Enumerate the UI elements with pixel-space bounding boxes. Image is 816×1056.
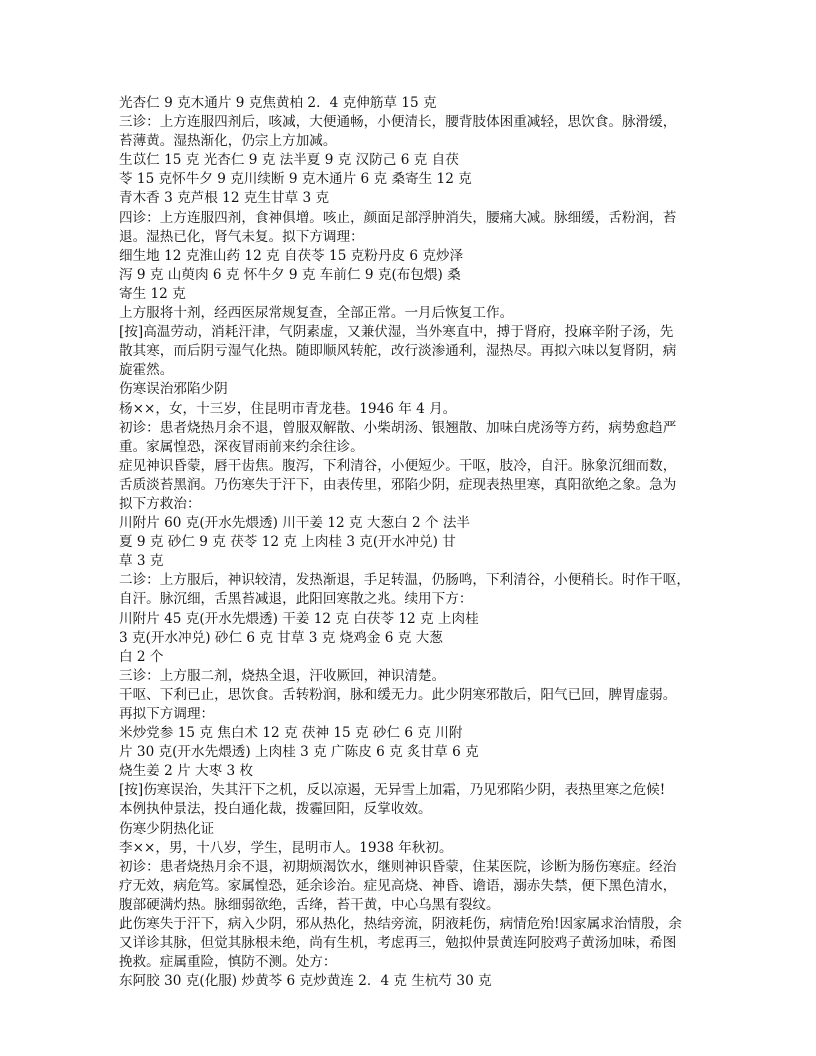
text-line: 症见神识昏蒙，唇干齿焦。腹泻，下利清谷，小便短少。干呕，肢冷，自汗。脉象沉细而数， [119, 457, 677, 474]
text-line: 细生地 12 克淮山药 12 克 自茯苓 15 克粉丹皮 6 克炒泽 [119, 247, 464, 264]
text-line: 拟下方救治： [119, 495, 201, 512]
text-line: 三诊：上方服二剂，烧热全退，汗收厥回，神识清楚。 [119, 667, 446, 684]
text-line: 夏 9 克 砂仁 9 克 茯苓 12 克 上肉桂 3 克(开水冲兑) 甘 [119, 534, 456, 551]
text-line: 泻 9 克 山萸肉 6 克 怀牛夕 9 克 车前仁 9 克(布包煨) 桑 [119, 266, 461, 283]
text-line: 白 2 个 [119, 648, 164, 665]
text-line: 生苡仁 15 克 光杏仁 9 克 法半夏 9 克 汉防己 6 克 自茯 [119, 152, 459, 169]
text-line: 挽救。症属重险，慎防不测。处方： [119, 954, 337, 971]
text-line: 李××，男，十八岁，学生，昆明市人。1938 年秋初。 [119, 839, 453, 856]
text-line: 初诊：患者烧热月余不退，初期烦渴饮水，继则神识昏蒙，住某医院，诊断为肠伤寒症。经治 [119, 858, 677, 875]
text-line: 米炒党参 15 克 焦白术 12 克 茯神 15 克 砂仁 6 克 川附 [119, 725, 463, 742]
text-line: [按]伤寒误治，失其汗下之机，反以凉遏，无异雪上加霜，乃见邪陷少阴，表热里寒之危候! [119, 782, 666, 799]
text-line: 自汗。脉沉细，舌黑苔减退，此阳回寒散之兆。续用下方： [119, 591, 473, 608]
text-line: 苔薄黄。湿热渐化，仍宗上方加减。 [119, 133, 337, 150]
text-line: 川附片 45 克(开水先煨透) 干姜 12 克 白茯苓 12 克 上肉桂 [119, 610, 479, 627]
text-line: 舌质淡苔黑润。乃伤寒失于汗下，由表传里，邪陷少阴，症现表热里寒，真阳欲绝之象。急为 [119, 476, 677, 493]
text-line: 二诊：上方服后，神识较清，发热渐退，手足转温，仍肠鸣，下利清谷，小便稍长。时作干呕， [119, 572, 690, 589]
text-line: [按]高温劳动，消耗汗津，气阴素虚，又兼伏湿，当外寒直中，搏于肾府，投麻辛附子汤，先 [119, 324, 674, 341]
text-line: 四诊：上方连服四剂，食神俱增。咳止，颜面足部浮肿消失，腰痛大减。脉细缓，舌粉润，苔 [119, 209, 677, 226]
text-line: 青木香 3 克芦根 12 克生甘草 3 克 [119, 190, 330, 207]
text-line: 苓 15 克怀牛夕 9 克川续断 9 克木通片 6 克 桑寄生 12 克 [119, 171, 472, 188]
text-line: 烧生姜 2 片 大枣 3 枚 [119, 763, 254, 780]
text-line: 上方服将十剂，经西医尿常规复查，全部正常。一月后恢复工作。 [119, 305, 514, 322]
text-line: 光杏仁 9 克木通片 9 克焦黄柏 2．4 克伸筋草 15 克 [119, 95, 437, 111]
text-line: 旋霍然。 [119, 362, 174, 379]
text-line: 本例执仲景法，投白通化裁，拨霾回阳，反掌收效。 [119, 801, 432, 818]
text-line: 片 30 克(开水先煨透) 上肉桂 3 克 广陈皮 6 克 炙甘草 6 克 [119, 744, 479, 761]
text-line: 草 3 克 [119, 553, 164, 570]
text-line: 退。湿热已化，肾气未复。拟下方调理： [119, 228, 364, 245]
text-line: 又详诊其脉，但觉其脉根未绝，尚有生机，考虑再三，勉拟仲景黄连阿胶鸡子黄汤加味，希图 [119, 935, 677, 952]
text-line: 寄生 12 克 [119, 285, 186, 302]
text-line: 东阿胶 30 克(化服) 炒黄芩 6 克炒黄连 2．4 克 生杭芍 30 克 [119, 973, 492, 990]
section-heading: 伤寒误治邪陷少阴 [119, 381, 228, 398]
text-line: 腹部硬满灼热。脉细弱欲绝，舌绛，苔干黄，中心乌黑有裂纹。 [119, 896, 500, 913]
document-page [119, 94, 704, 991]
text-line: 干呕、下利已止，思饮食。舌转粉润，脉和缓无力。此少阴寒邪散后，阳气已回，脾胃虚弱。 [119, 686, 677, 703]
section-heading: 伤寒少阴热化证 [119, 820, 215, 837]
text-line: 初诊：患者烧热月余不退，曾服双解散、小柴胡汤、银翘散、加味白虎汤等方药，病势愈趋严 [119, 419, 677, 436]
text-line: 此伤寒失于汗下，病入少阴，邪从热化，热结旁流，阴液耗伤，病情危殆!因家属求治情殷，余 [119, 916, 682, 933]
text-line: 疗无效，病危笃。家属惶恐，延余诊治。症见高烧、神昏、谵语，溺赤失禁，便下黑色清水， [119, 877, 677, 894]
text-line: 3 克(开水冲兑) 砂仁 6 克 甘草 3 克 烧鸡金 6 克 大葱 [119, 629, 443, 646]
text-line: 川附片 60 克(开水先煨透) 川干姜 12 克 大葱白 2 个 法半 [119, 515, 471, 532]
text-line: 散其寒，而后阴亏湿气化热。随即顺风转舵，改行淡渗通利，湿热尽。再拟六味以复肾阴，病 [119, 343, 677, 360]
text-line: 杨××，女，十三岁，住昆明市青龙巷。1946 年 4 月。 [119, 400, 457, 417]
text-line: 再拟下方调理： [119, 706, 215, 722]
text-line: 三诊：上方连服四剂后，咳减，大便通畅，小便清长，腰背肢体困重减轻，思饮食。脉滑缓， [119, 114, 677, 131]
text-line: 重。家属惶恐，深夜冒雨前来约余往诊。 [119, 438, 364, 455]
